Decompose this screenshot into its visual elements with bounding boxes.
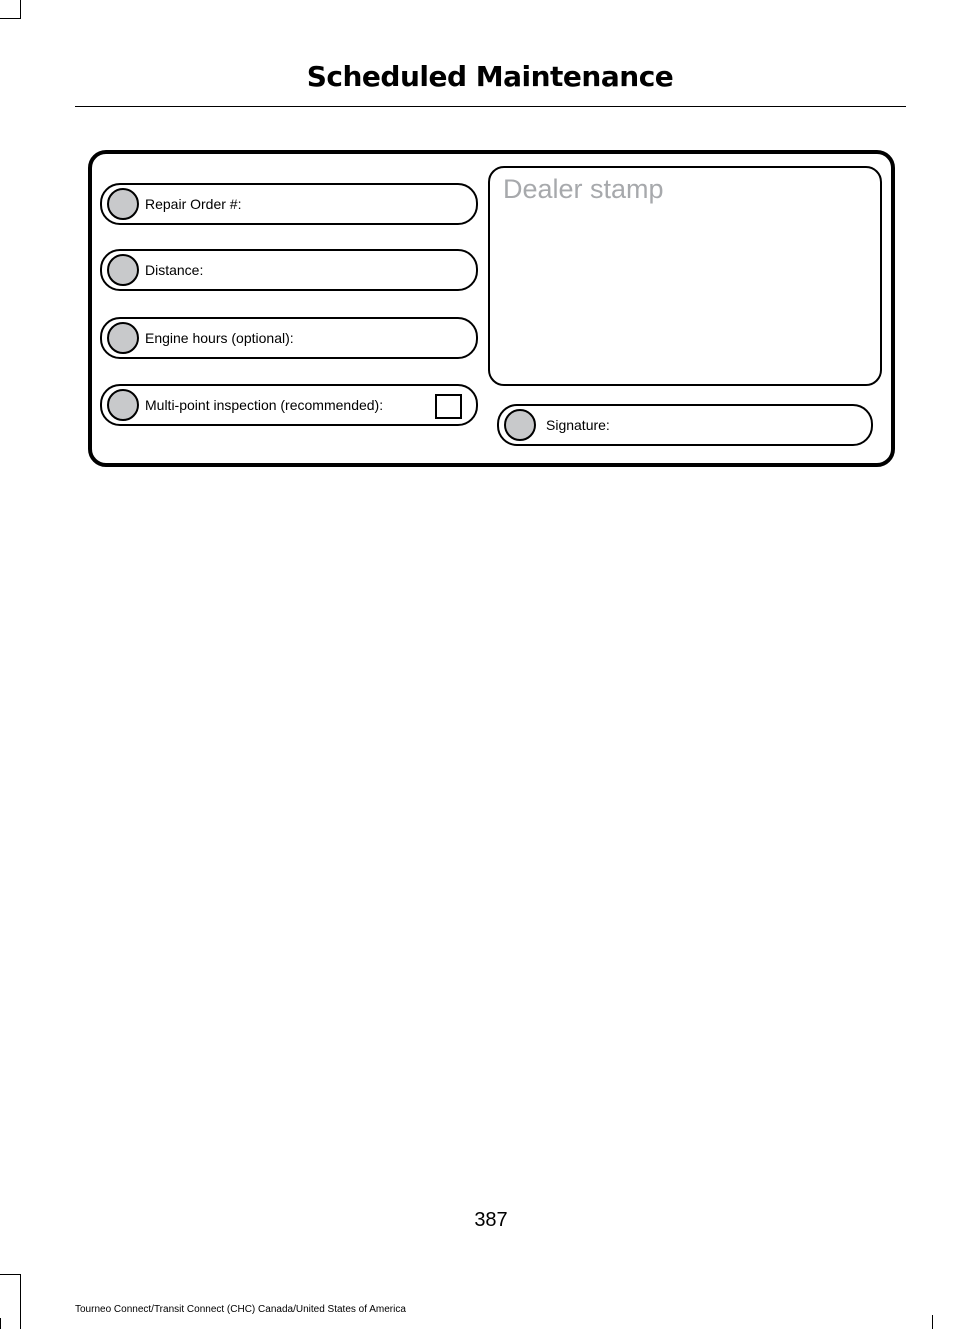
repair-order-field[interactable] [100, 183, 478, 225]
repair-order-label: Repair Order #: [145, 196, 242, 212]
title-divider [75, 106, 906, 107]
field-marker-icon [107, 188, 139, 220]
engine-hours-field[interactable] [100, 317, 478, 359]
signature-label: Signature: [546, 417, 610, 433]
dealer-stamp-box [488, 166, 882, 386]
crop-mark-bottom-left-v [20, 1274, 21, 1329]
field-marker-icon [107, 254, 139, 286]
field-marker-icon [504, 409, 536, 441]
dealer-stamp-label: Dealer stamp [503, 174, 664, 204]
crop-mark-top-left-h [0, 18, 21, 19]
crop-mark-top-left-v [20, 0, 21, 18]
footer-vehicle-text: Tourneo Connect/Transit Connect (CHC) Canada/United States of America [75, 1304, 406, 1315]
distance-field[interactable] [100, 249, 478, 291]
field-marker-icon [107, 389, 139, 421]
multipoint-inspection-checkbox[interactable] [435, 394, 462, 419]
engine-hours-label: Engine hours (optional): [145, 330, 294, 346]
page-number: 387 [474, 1209, 508, 1231]
page-title: Scheduled Maintenance [306, 60, 674, 93]
multipoint-inspection-field [100, 384, 478, 426]
crop-mark-bottom-left-h [0, 1274, 21, 1275]
crop-mark-bottom-right-tick [932, 1315, 933, 1329]
field-marker-icon [107, 322, 139, 354]
multipoint-inspection-label: Multi-point inspection (recommended): [145, 397, 384, 413]
distance-label: Distance: [145, 262, 204, 278]
signature-field[interactable] [497, 404, 873, 446]
crop-mark-bottom-left-tick [0, 1318, 1, 1329]
